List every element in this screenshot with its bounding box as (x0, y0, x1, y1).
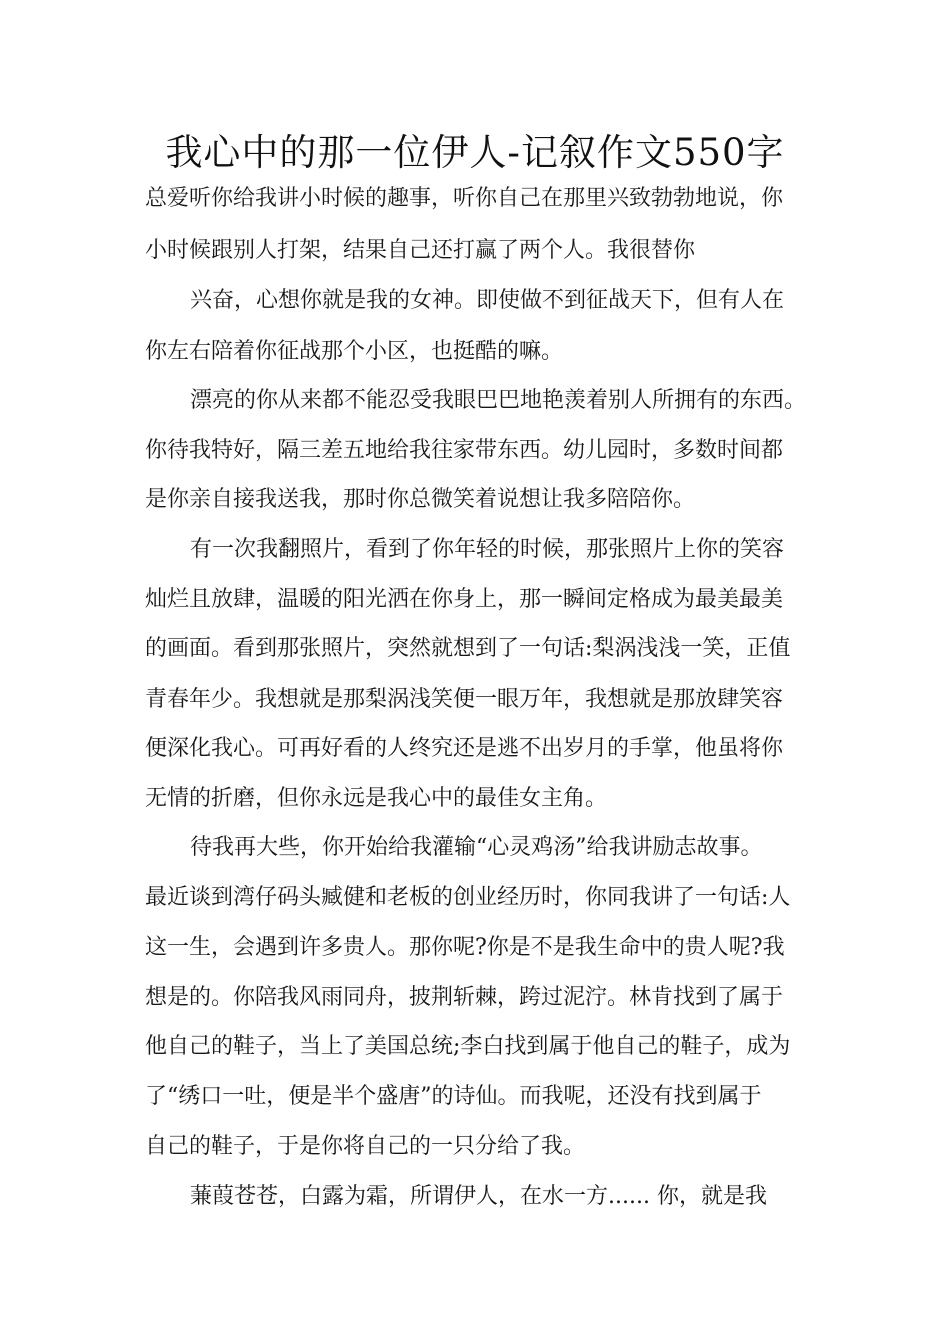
paragraph-first-line: 有一次我翻照片，看到了你年轻的时候，那张照片上你的笑容 (190, 537, 785, 562)
text-line: 你待我特好，隔三差五地给我往家带东西。幼儿园时，多数时间都 (145, 438, 784, 463)
text-line: 灿烂且放肆，温暖的阳光洒在你身上，那一瞬间定格成为最美最美 (145, 587, 784, 612)
text-line: 无情的折磨，但你永远是我心中的最佳女主角。 (145, 786, 608, 811)
text-line: 的画面。看到那张照片，突然就想到了一句话:梨涡浅浅一笑，正值 (145, 636, 791, 661)
paragraph-first-line: 漂亮的你从来都不能忍受我眼巴巴地艳羡着别人所拥有的东西。 (190, 388, 807, 413)
text-line: 便深化我心。可再好看的人终究还是逃不出岁月的手掌，他虽将你 (145, 736, 784, 761)
text-line: 自己的鞋子，于是你将自己的一只分给了我。 (145, 1134, 586, 1159)
text-line: 想是的。你陪我风雨同舟，披荆斩棘，跨过泥泞。林肯找到了属于 (145, 985, 784, 1010)
paragraph-first-line: 待我再大些，你开始给我灌输“心灵鸡汤”给我讲励志故事。 (190, 835, 763, 860)
text-line: 了“绣口一吐，便是半个盛唐”的诗仙。而我呢，还没有找到属于 (145, 1084, 762, 1109)
text-line: 是你亲自接我送我，那时你总微笑着说想让我多陪陪你。 (145, 487, 696, 512)
text-line: 他自己的鞋子，当上了美国总统;李白找到属于他自己的鞋子，成为 (145, 1034, 791, 1059)
document-title: 我心中的那一位伊人-记叙作文550字 (165, 131, 785, 174)
paragraph-first-line: 蒹葭苍苍，白露为霜，所谓伊人，在水一方...... 你，就是我 (190, 1184, 767, 1209)
text-line: 最近谈到湾仔码头臧健和老板的创业经历时，你同我讲了一句话:人 (145, 885, 791, 910)
text-line: 这一生，会遇到许多贵人。那你呢?你是不是我生命中的贵人呢?我 (145, 935, 785, 960)
text-line: 小时候跟别人打架，结果自己还打赢了两个人。我很替你 (145, 238, 696, 263)
text-line: 青春年少。我想就是那梨涡浅笑便一眼万年，我想就是那放肆笑容 (145, 687, 784, 712)
text-line: 总爱听你给我讲小时候的趣事，听你自己在那里兴致勃勃地说，你 (145, 186, 784, 211)
text-line: 你左右陪着你征战那个小区，也挺酷的嘛。 (145, 339, 564, 364)
paragraph-first-line: 兴奋，心想你就是我的女神。即使做不到征战天下，但有人在 (190, 288, 785, 313)
